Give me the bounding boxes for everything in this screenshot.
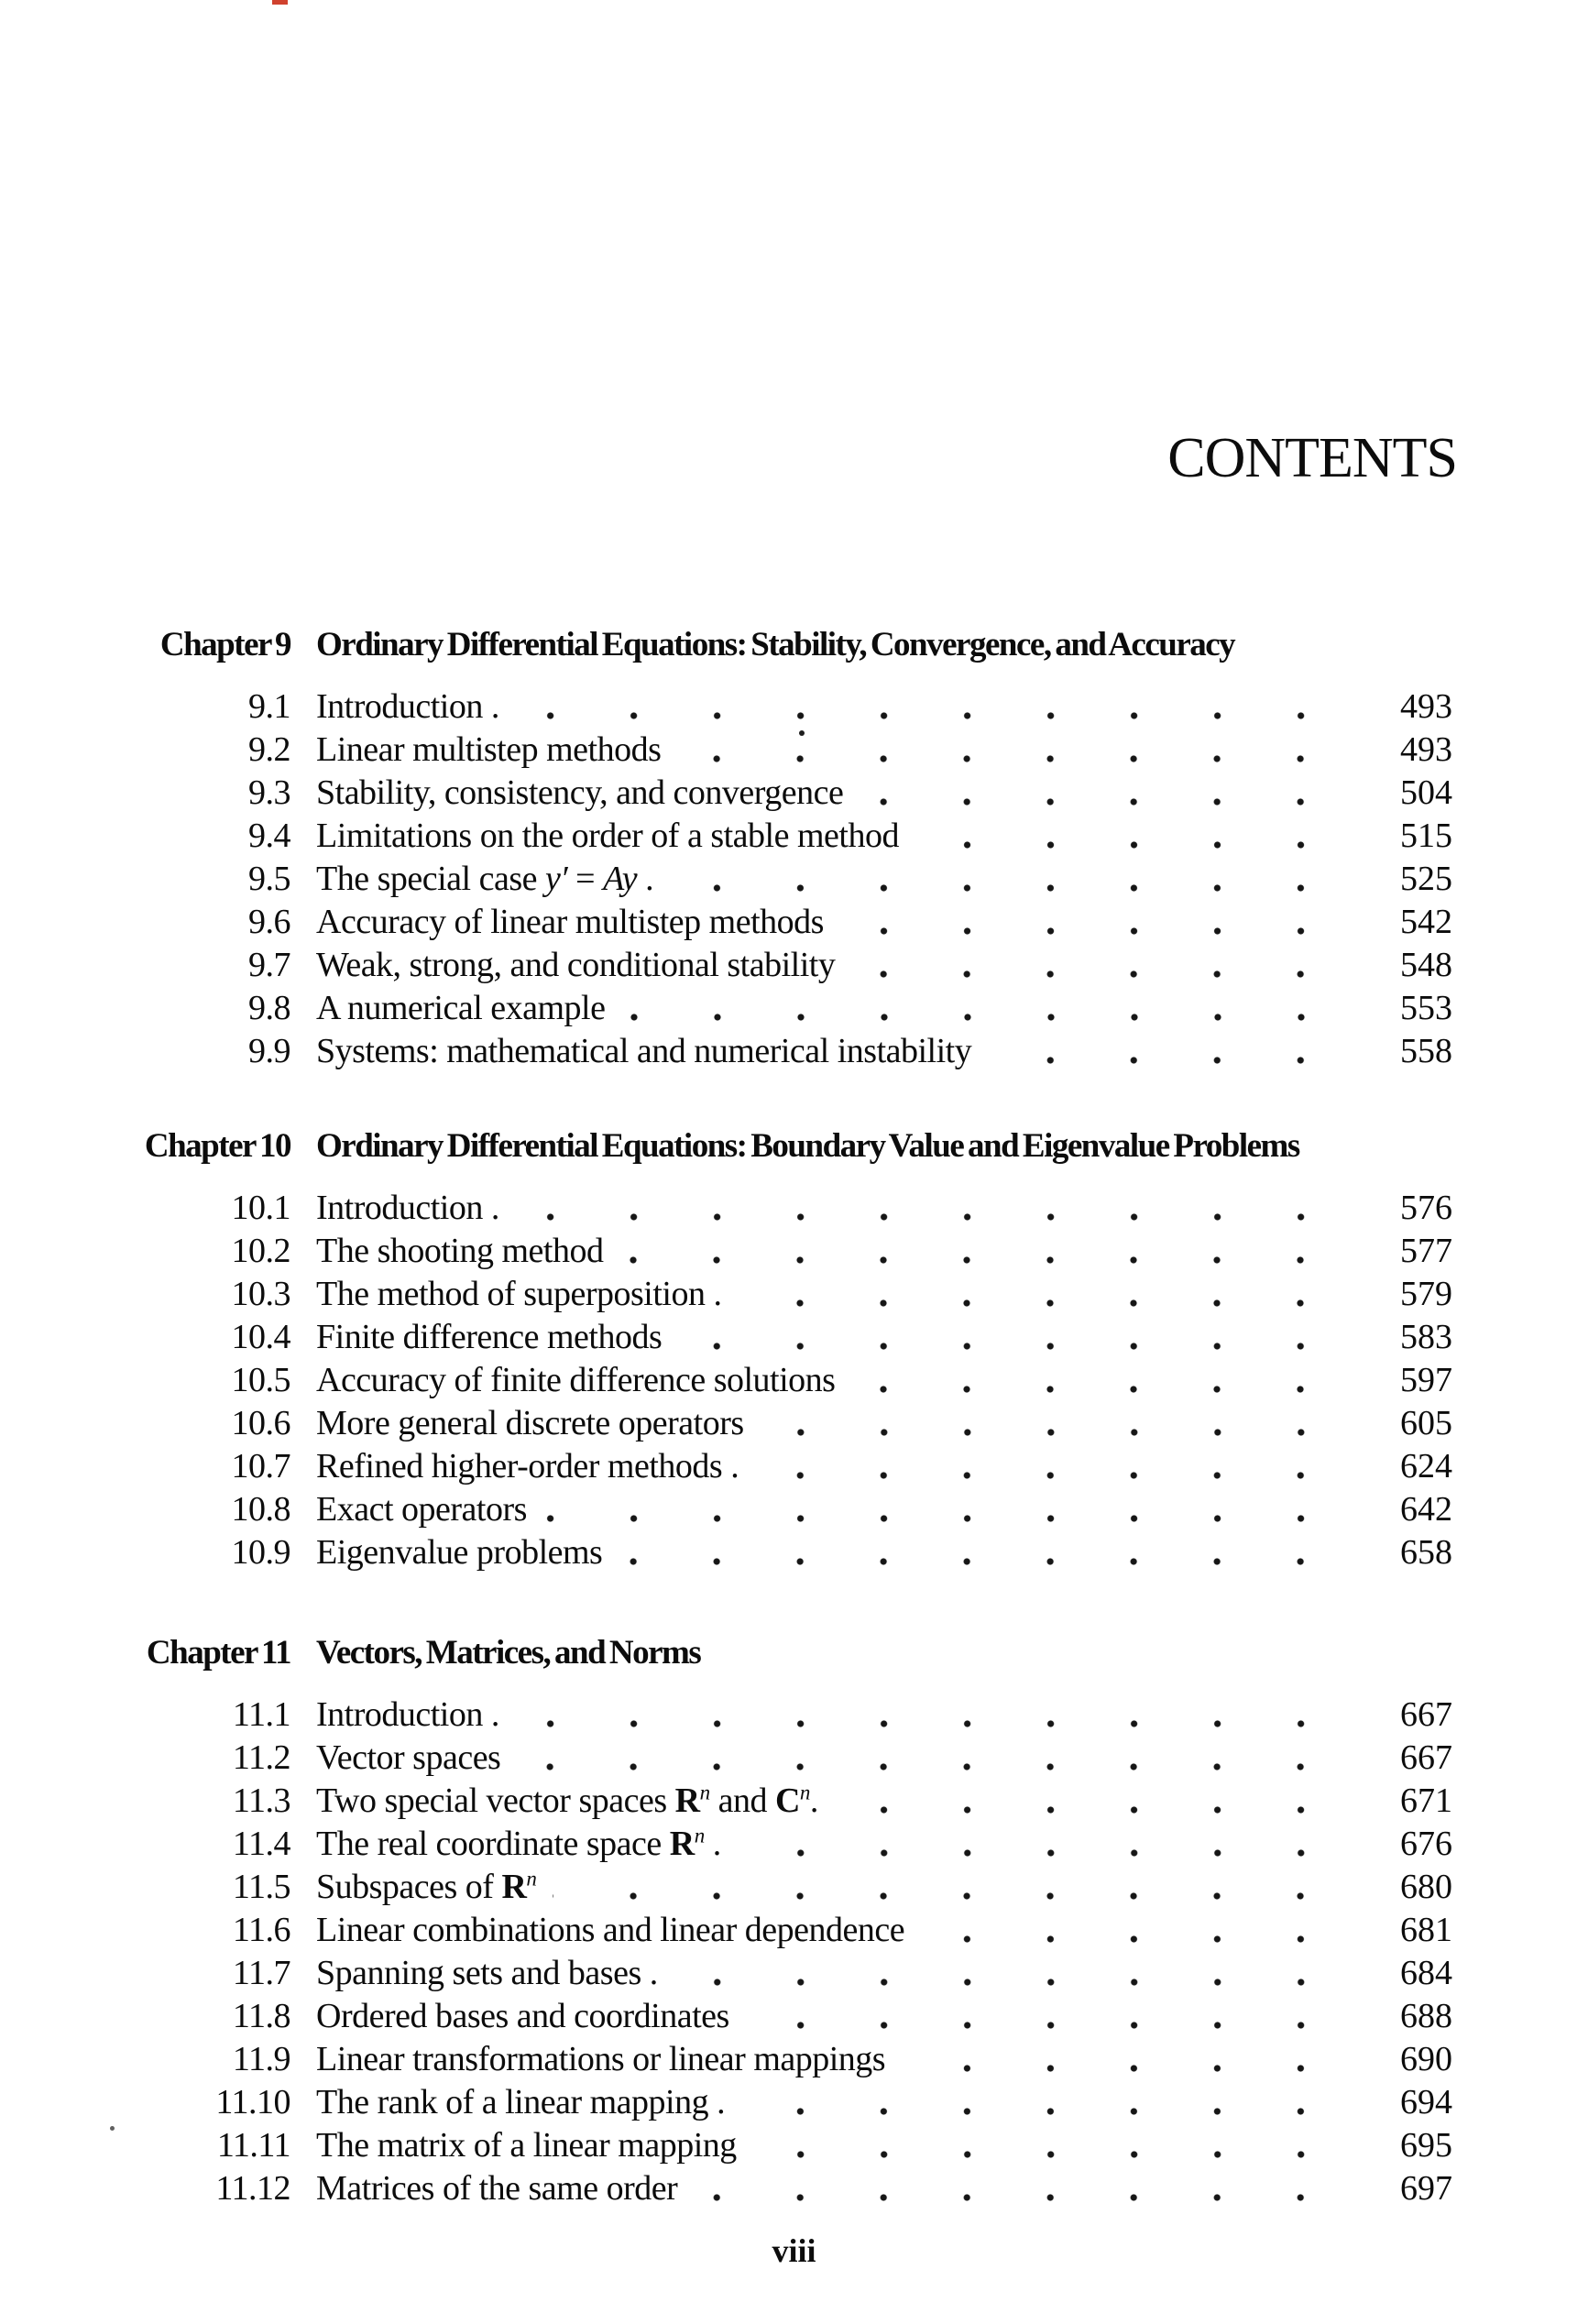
dot-leader bbox=[902, 2038, 1352, 2081]
section-title-segment: . bbox=[637, 860, 654, 898]
section-title: Linear multistep methods bbox=[316, 730, 662, 769]
page-number: 624 bbox=[1400, 1447, 1452, 1485]
section-title-segment: = bbox=[567, 860, 604, 898]
toc-entry bbox=[128, 901, 1452, 944]
section-title: Refined higher-order methods . bbox=[316, 1447, 739, 1485]
column-gap bbox=[290, 858, 316, 901]
section-title bbox=[316, 858, 653, 901]
page-title: CONTENTS bbox=[1167, 427, 1457, 489]
chapter-section bbox=[128, 623, 1452, 1073]
page-number: 548 bbox=[1400, 946, 1452, 984]
section-title-segment: n bbox=[799, 1781, 810, 1804]
toc-entry bbox=[128, 1866, 1452, 1909]
section-title-segment: n bbox=[694, 1824, 705, 1847]
page-number: 694 bbox=[1400, 2083, 1452, 2121]
dot-leader bbox=[516, 685, 1352, 729]
dot-leader bbox=[741, 2081, 1352, 2124]
chapter-entries bbox=[128, 1187, 1452, 1574]
section-title: Eigenvalue problems bbox=[316, 1533, 603, 1572]
dot-leader bbox=[921, 1909, 1352, 1952]
dot-leader bbox=[678, 1316, 1352, 1359]
section-title: Introduction . bbox=[316, 1695, 499, 1734]
section-title: Accuracy of linear multistep methods bbox=[316, 903, 824, 941]
section-number: 10.7 bbox=[231, 1447, 290, 1485]
column-gap bbox=[290, 901, 316, 944]
column-gap bbox=[290, 623, 316, 666]
column-gap bbox=[290, 1359, 316, 1402]
chapter-label: Chapter 10 bbox=[144, 1127, 290, 1165]
section-title: More general discrete operators bbox=[316, 1404, 744, 1442]
toc-entry bbox=[128, 2038, 1452, 2081]
toc-entry bbox=[128, 815, 1452, 858]
section-number: 11.6 bbox=[232, 1911, 290, 1949]
column-gap bbox=[290, 729, 316, 772]
page-number: 558 bbox=[1400, 1032, 1452, 1070]
column-gap bbox=[290, 2124, 316, 2167]
column-gap bbox=[290, 1230, 316, 1273]
dot-leader bbox=[674, 1952, 1352, 1995]
toc-entry bbox=[128, 1952, 1452, 1995]
column-gap bbox=[290, 1030, 316, 1073]
section-title bbox=[316, 1823, 721, 1866]
section-number: 11.5 bbox=[232, 1868, 290, 1906]
dot-leader bbox=[516, 1187, 1352, 1230]
column-gap bbox=[290, 1631, 316, 1674]
section-number: 10.6 bbox=[231, 1404, 290, 1442]
page-number: 667 bbox=[1400, 1695, 1452, 1734]
section-title: The matrix of a linear mapping bbox=[316, 2126, 737, 2165]
column-gap bbox=[290, 1273, 316, 1316]
scan-speck bbox=[799, 730, 805, 736]
section-number: 9.5 bbox=[248, 860, 290, 898]
toc-entry bbox=[128, 2124, 1452, 2167]
section-number: 9.1 bbox=[248, 687, 290, 726]
column-gap bbox=[290, 1402, 316, 1445]
page-number: 579 bbox=[1400, 1275, 1452, 1313]
section-title: Weak, strong, and conditional stability bbox=[316, 946, 836, 984]
column-gap bbox=[290, 987, 316, 1030]
page-number: 688 bbox=[1400, 1997, 1452, 2035]
toc-entry bbox=[128, 2167, 1452, 2210]
page-number: 676 bbox=[1400, 1825, 1452, 1863]
section-title-segment: y′ bbox=[544, 860, 568, 898]
column-gap bbox=[290, 1909, 316, 1952]
column-gap bbox=[290, 2038, 316, 2081]
section-title-segment: n bbox=[699, 1781, 710, 1804]
section-title: The rank of a linear mapping . bbox=[316, 2083, 726, 2121]
page-number: 597 bbox=[1400, 1361, 1452, 1399]
column-gap bbox=[290, 1531, 316, 1574]
section-title: Linear transformations or linear mappings bbox=[316, 2040, 886, 2078]
dot-leader bbox=[746, 1995, 1352, 2038]
toc-entry bbox=[128, 685, 1452, 729]
page-number: 695 bbox=[1400, 2126, 1452, 2165]
section-title: The method of superposition . bbox=[316, 1275, 722, 1313]
toc-entry bbox=[128, 729, 1452, 772]
toc-entry bbox=[128, 1230, 1452, 1273]
toc-entry bbox=[128, 1823, 1452, 1866]
chapter-section bbox=[128, 1631, 1452, 2210]
column-gap bbox=[290, 1316, 316, 1359]
page-number: 493 bbox=[1400, 687, 1452, 726]
chapter-title: Ordinary Differential Equations: Stability, Convergence, and Accuracy bbox=[316, 626, 1235, 663]
page-number: 583 bbox=[1400, 1318, 1452, 1356]
toc-entry bbox=[128, 858, 1452, 901]
scan-speck bbox=[110, 2126, 115, 2131]
column-gap bbox=[290, 1780, 316, 1823]
dot-leader bbox=[761, 1402, 1352, 1445]
dot-leader bbox=[738, 1823, 1352, 1866]
dot-leader bbox=[851, 944, 1352, 987]
section-number: 10.5 bbox=[231, 1361, 290, 1399]
page-number: 577 bbox=[1400, 1232, 1452, 1270]
dot-leader bbox=[835, 1780, 1352, 1823]
section-title-segment: n bbox=[526, 1867, 537, 1891]
page-number: 493 bbox=[1400, 730, 1452, 769]
section-number: 11.10 bbox=[215, 2083, 290, 2121]
page-number: 667 bbox=[1400, 1738, 1452, 1777]
chapter-heading bbox=[128, 1631, 1452, 1674]
section-title-segment: C bbox=[774, 1781, 800, 1820]
section-title: Exact operators bbox=[316, 1490, 527, 1529]
section-title: Stability, consistency, and convergence bbox=[316, 773, 844, 812]
section-title: Spanning sets and bases . bbox=[316, 1954, 658, 1992]
chapter-section bbox=[128, 1124, 1452, 1574]
column-gap bbox=[290, 2081, 316, 2124]
dot-leader bbox=[517, 1737, 1352, 1780]
toc-entry bbox=[128, 1737, 1452, 1780]
page-number: 658 bbox=[1400, 1533, 1452, 1572]
toc-entry bbox=[128, 1316, 1452, 1359]
dot-leader bbox=[753, 2124, 1352, 2167]
section-title-segment: R bbox=[669, 1825, 695, 1863]
section-number: 11.4 bbox=[232, 1825, 290, 1863]
column-gap bbox=[290, 1187, 316, 1230]
section-number: 11.8 bbox=[232, 1997, 290, 2035]
section-number: 11.11 bbox=[216, 2126, 290, 2165]
section-title-segment: . bbox=[704, 1825, 721, 1863]
section-title-segment: The special case bbox=[316, 860, 545, 898]
dot-leader bbox=[677, 729, 1352, 772]
dot-leader bbox=[860, 772, 1352, 815]
chapter-entries bbox=[128, 685, 1452, 1073]
section-title-segment: and bbox=[709, 1781, 775, 1820]
section-title-segment: R bbox=[501, 1868, 527, 1906]
toc-entry bbox=[128, 1030, 1452, 1073]
page-number: 576 bbox=[1400, 1189, 1452, 1227]
dot-leader bbox=[840, 901, 1352, 944]
section-title-segment: . bbox=[809, 1781, 818, 1820]
toc-entry bbox=[128, 772, 1452, 815]
section-title bbox=[316, 1780, 818, 1823]
page-number: 684 bbox=[1400, 1954, 1452, 1992]
folio-page-number: viii bbox=[772, 2232, 816, 2269]
dot-leader bbox=[619, 1531, 1352, 1574]
section-title-segment: The real coordinate space bbox=[316, 1825, 670, 1863]
section-title: Ordered bases and coordinates bbox=[316, 1997, 729, 2035]
section-title: A numerical example bbox=[316, 989, 606, 1027]
column-gap bbox=[290, 772, 316, 815]
toc-entry bbox=[128, 2081, 1452, 2124]
chapter-label: Chapter 9 bbox=[159, 626, 290, 663]
toc-entry bbox=[128, 1488, 1452, 1531]
dot-leader bbox=[915, 815, 1352, 858]
section-number: 10.2 bbox=[231, 1232, 290, 1270]
column-gap bbox=[290, 1488, 316, 1531]
section-number: 10.3 bbox=[231, 1275, 290, 1313]
section-title bbox=[316, 1866, 536, 1909]
section-number: 9.2 bbox=[248, 730, 290, 769]
section-title: Accuracy of finite difference solutions bbox=[316, 1361, 836, 1399]
column-gap bbox=[290, 815, 316, 858]
section-title: Systems: mathematical and numerical instability bbox=[316, 1032, 972, 1070]
column-gap bbox=[290, 1737, 316, 1780]
page-number: 671 bbox=[1400, 1781, 1452, 1820]
column-gap bbox=[290, 1995, 316, 2038]
toc-entry bbox=[128, 1402, 1452, 1445]
page-number: 642 bbox=[1400, 1490, 1452, 1529]
section-title: Introduction . bbox=[316, 1189, 499, 1227]
section-title-segment: Two special vector spaces bbox=[316, 1781, 675, 1820]
section-title: Matrices of the same order bbox=[316, 2169, 678, 2208]
section-title: Vector spaces bbox=[316, 1738, 501, 1777]
column-gap bbox=[290, 2167, 316, 2210]
dot-leader bbox=[670, 858, 1352, 901]
column-gap bbox=[290, 944, 316, 987]
column-gap bbox=[290, 1694, 316, 1737]
scan-red-mark bbox=[272, 0, 288, 5]
toc-entry bbox=[128, 1359, 1452, 1402]
column-gap bbox=[290, 685, 316, 729]
section-title: Linear combinations and linear dependence bbox=[316, 1911, 905, 1949]
column-gap bbox=[290, 1124, 316, 1167]
section-number: 11.7 bbox=[232, 1954, 290, 1992]
section-number: 10.8 bbox=[231, 1490, 290, 1529]
column-gap bbox=[290, 1823, 316, 1866]
section-number: 9.3 bbox=[248, 773, 290, 812]
page-number: 542 bbox=[1400, 903, 1452, 941]
page-number: 697 bbox=[1400, 2169, 1452, 2208]
toc-entry bbox=[128, 1531, 1452, 1574]
section-number: 9.4 bbox=[248, 817, 290, 855]
section-number: 9.9 bbox=[248, 1032, 290, 1070]
section-title-segment: R bbox=[674, 1781, 700, 1820]
dot-leader bbox=[694, 2167, 1352, 2210]
toc-entry bbox=[128, 944, 1452, 987]
section-number: 9.8 bbox=[248, 989, 290, 1027]
chapter-heading bbox=[128, 623, 1452, 666]
dot-leader bbox=[755, 1445, 1352, 1488]
section-number: 10.4 bbox=[231, 1318, 290, 1356]
toc-entry bbox=[128, 987, 1452, 1030]
page-number: 681 bbox=[1400, 1911, 1452, 1949]
chapter-heading bbox=[128, 1124, 1452, 1167]
dot-leader bbox=[622, 987, 1353, 1030]
section-number: 10.1 bbox=[231, 1189, 290, 1227]
column-gap bbox=[290, 1445, 316, 1488]
section-title: Limitations on the order of a stable method bbox=[316, 817, 899, 855]
section-number: 11.1 bbox=[232, 1695, 290, 1734]
section-number: 11.12 bbox=[215, 2169, 290, 2208]
chapter-label: Chapter 11 bbox=[146, 1634, 290, 1672]
toc-entry bbox=[128, 1187, 1452, 1230]
section-number: 9.7 bbox=[248, 946, 290, 984]
section-number: 11.3 bbox=[232, 1781, 290, 1820]
chapter-entries bbox=[128, 1694, 1452, 2210]
page-number: 690 bbox=[1400, 2040, 1452, 2078]
dot-leader bbox=[738, 1273, 1352, 1316]
section-number: 11.9 bbox=[232, 2040, 290, 2078]
section-number: 10.9 bbox=[231, 1533, 290, 1572]
toc-entry bbox=[128, 1445, 1452, 1488]
dot-leader bbox=[988, 1030, 1352, 1073]
page-number: 605 bbox=[1400, 1404, 1452, 1442]
toc-entry bbox=[128, 1995, 1452, 2038]
column-gap bbox=[290, 1952, 316, 1995]
section-title-segment: Ay bbox=[603, 860, 638, 898]
column-gap bbox=[290, 1866, 316, 1909]
dot-leader bbox=[619, 1230, 1352, 1273]
page-number: 515 bbox=[1400, 817, 1452, 855]
toc-entry bbox=[128, 1694, 1452, 1737]
page-number: 680 bbox=[1400, 1868, 1452, 1906]
dot-leader bbox=[553, 1866, 1352, 1909]
section-title-segment: Subspaces of bbox=[316, 1868, 502, 1906]
toc-entry bbox=[128, 1909, 1452, 1952]
toc bbox=[128, 623, 1452, 2210]
dot-leader bbox=[516, 1694, 1352, 1737]
section-title: Finite difference methods bbox=[316, 1318, 663, 1356]
section-number: 11.2 bbox=[232, 1738, 290, 1777]
toc-entry bbox=[128, 1780, 1452, 1823]
section-title: Introduction . bbox=[316, 687, 499, 726]
section-title: The shooting method bbox=[316, 1232, 604, 1270]
toc-entry bbox=[128, 1273, 1452, 1316]
dot-leader bbox=[543, 1488, 1352, 1531]
page-number: 525 bbox=[1400, 860, 1452, 898]
dot-leader bbox=[851, 1359, 1352, 1402]
page-number: 504 bbox=[1400, 773, 1452, 812]
page-number: 553 bbox=[1400, 989, 1452, 1027]
section-number: 9.6 bbox=[248, 903, 290, 941]
chapter-title: Ordinary Differential Equations: Boundary Value and Eigenvalue Problems bbox=[316, 1127, 1299, 1165]
chapter-title: Vectors, Matrices, and Norms bbox=[316, 1634, 701, 1672]
